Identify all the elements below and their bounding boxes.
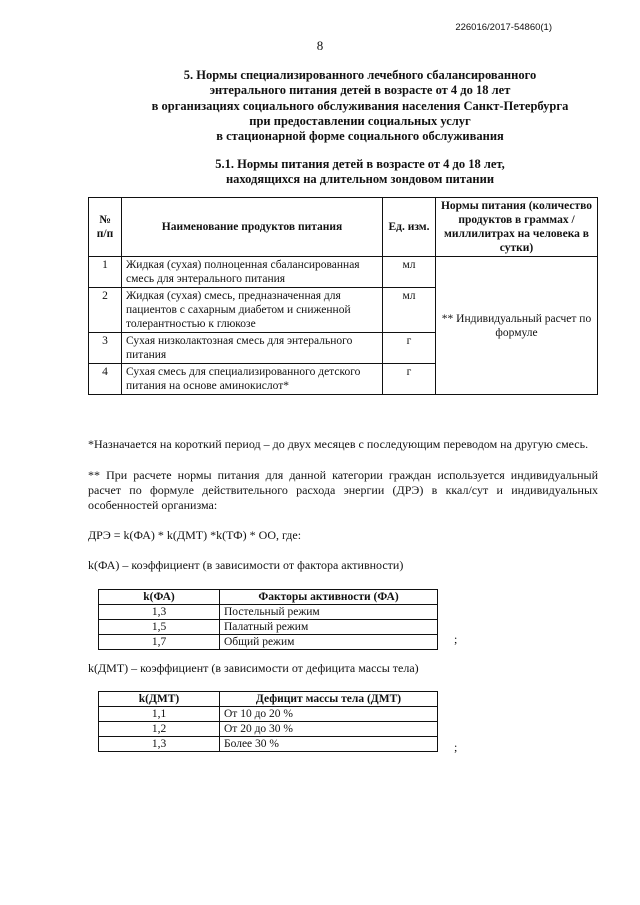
deficit-label: От 10 до 20 % — [220, 707, 438, 722]
table-row — [99, 737, 438, 752]
factor-label: Общий режим — [220, 635, 438, 650]
footnote-individual-calc: ** При расчете нормы питания для данной категории граждан используется индивидуальный расчет по формуле действительного расхода энергии (ДРЭ) в ккал/сут и индивидуальных особенностей организма: — [88, 468, 598, 512]
header-norm: Нормы питания (количество продуктов в граммах / миллилитрах на человека в сутки) — [436, 198, 598, 257]
subsection-heading — [60, 157, 640, 188]
table-header-row — [99, 590, 438, 605]
table-row — [99, 707, 438, 722]
heading-line: находящихся на длительном зондовом питании — [225, 172, 495, 187]
fa-coefficient-caption: k(ФА) – коэффициент (в зависимости от фактора активности) — [88, 558, 404, 572]
header-k: k(ФА) — [99, 590, 220, 605]
weight-deficit-table — [98, 691, 438, 752]
heading-line: энтерального питания детей в возрасте от 4 до 18 лет — [209, 83, 511, 98]
heading-line: в стационарной форме социального обслуживания — [216, 129, 504, 144]
norm-note: ** Индивидуальный расчет по формуле — [436, 257, 598, 395]
page-number: 8 — [316, 38, 324, 53]
document-id: 226016/2017-54860(1) — [455, 22, 552, 33]
row-unit: мл — [383, 288, 436, 333]
table-row — [99, 605, 438, 620]
energy-formula: ДРЭ = k(ФА) * k(ДМТ) *k(ТФ) * ОО, где: — [88, 528, 302, 542]
row-unit: г — [383, 333, 436, 364]
table-header-row — [89, 198, 598, 257]
header-deficit: Дефицит массы тела (ДМТ) — [220, 692, 438, 707]
deficit-label: От 20 до 30 % — [220, 722, 438, 737]
table-row — [99, 620, 438, 635]
deficit-label: Более 30 % — [220, 737, 438, 752]
header-k: k(ДМТ) — [99, 692, 220, 707]
table-row — [99, 635, 438, 650]
header-name: Наименование продуктов питания — [122, 198, 383, 257]
row-name: Сухая низколактозная смесь для энтерального питания — [122, 333, 383, 364]
row-num: 4 — [89, 364, 122, 395]
k-value: 1,2 — [99, 722, 220, 737]
row-num: 1 — [89, 257, 122, 288]
heading-line: 5. Нормы специализированного лечебного сбалансированного — [183, 68, 537, 82]
row-name: Жидкая (сухая) смесь, предназначенная для пациентов с сахарным диабетом и сниженной толерантностью к глюкозе — [122, 288, 383, 333]
section-heading — [60, 68, 640, 144]
k-value: 1,5 — [99, 620, 220, 635]
nutrition-norms-table — [88, 197, 598, 395]
activity-factor-table — [98, 589, 438, 650]
semicolon: ; — [454, 632, 458, 646]
header-num: № п/п — [89, 198, 122, 257]
row-name: Жидкая (сухая) полноценная сбалансированная смесь для энтерального питания — [122, 257, 383, 288]
factor-label: Постельный режим — [220, 605, 438, 620]
table-header-row — [99, 692, 438, 707]
row-num: 2 — [89, 288, 122, 333]
heading-line: в организациях социального обслуживания населения Санкт-Петербурга — [151, 98, 569, 113]
heading-line: при предоставлении социальных услуг — [249, 113, 471, 128]
factor-label: Палатный режим — [220, 620, 438, 635]
dmt-coefficient-caption: k(ДМТ) – коэффициент (в зависимости от дефицита массы тела) — [88, 661, 419, 675]
row-name: Сухая смесь для специализированного детского питания на основе аминокислот* — [122, 364, 383, 395]
k-value: 1,7 — [99, 635, 220, 650]
semicolon: ; — [454, 740, 458, 754]
row-unit: г — [383, 364, 436, 395]
header-factor: Факторы активности (ФА) — [220, 590, 438, 605]
row-num: 3 — [89, 333, 122, 364]
footnote-short-period: *Назначается на короткий период – до двух месяцев с последующим переводом на другую смесь. — [88, 437, 589, 451]
table-row — [99, 722, 438, 737]
k-value: 1,1 — [99, 707, 220, 722]
row-unit: мл — [383, 257, 436, 288]
header-unit: Ед. изм. — [383, 198, 436, 257]
k-value: 1,3 — [99, 737, 220, 752]
heading-line: 5.1. Нормы питания детей в возрасте от 4 до 18 лет, — [215, 157, 505, 171]
k-value: 1,3 — [99, 605, 220, 620]
table-row — [89, 257, 598, 288]
